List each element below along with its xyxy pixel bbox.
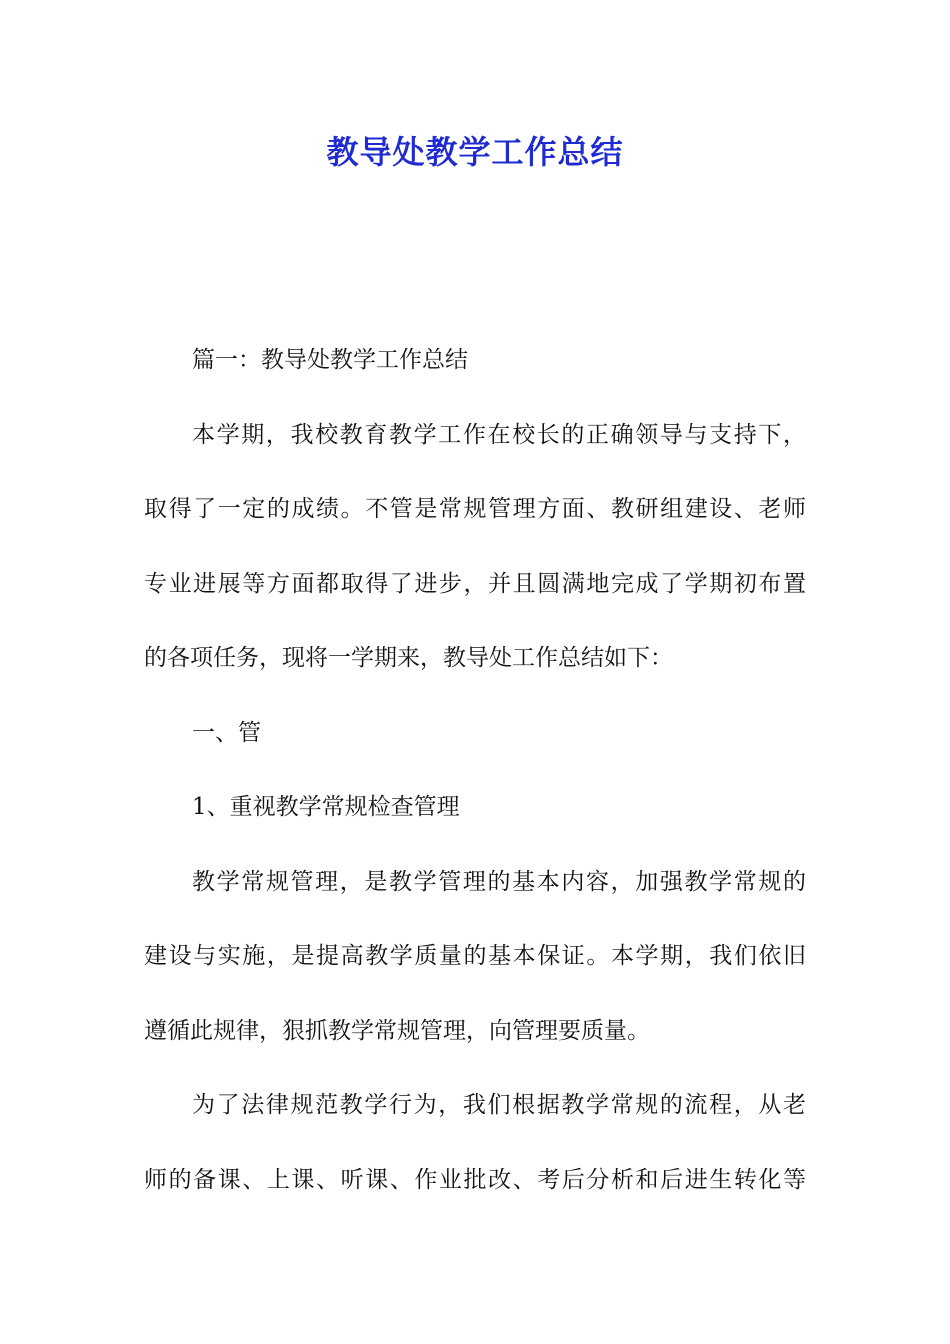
document-title: 教导处教学工作总结 (326, 133, 624, 171)
paragraph-line: 为了法律规范教学行为，我们根据教学常规的流程，从老 (192, 1092, 806, 1118)
section-heading: 一、管 (192, 719, 261, 746)
paragraph-line: 本学期，我校教育教学工作在校长的正确领导与支持下， (192, 421, 806, 448)
document-body (144, 337, 806, 1231)
paragraph-line: 教学常规管理，是教学管理的基本内容，加强教学常规的 (192, 868, 806, 895)
paragraph-line: 专业进展等方面都取得了进步，并且圆满地完成了学期初布置 (144, 570, 806, 597)
paragraph-line: 取得了一定的成绩。不管是常规管理方面、教研组建设、老师 (144, 496, 806, 522)
paragraph-line: 遵循此规律，狠抓教学常规管理，向管理要质量。 (144, 1017, 650, 1044)
paragraph-line: 建设与实施，是提高教学质量的基本保证。本学期，我们依旧 (144, 943, 806, 969)
section-heading: 篇一：教导处教学工作总结 (192, 347, 468, 373)
paragraph-line: 的各项任务，现将一学期来，教导处工作总结如下： (144, 645, 673, 671)
paragraph-line: 师的备课、上课、听课、作业批改、考后分析和后进生转化等 (144, 1166, 806, 1193)
subsection-heading: 1、重视教学常规检查管理 (192, 794, 460, 820)
